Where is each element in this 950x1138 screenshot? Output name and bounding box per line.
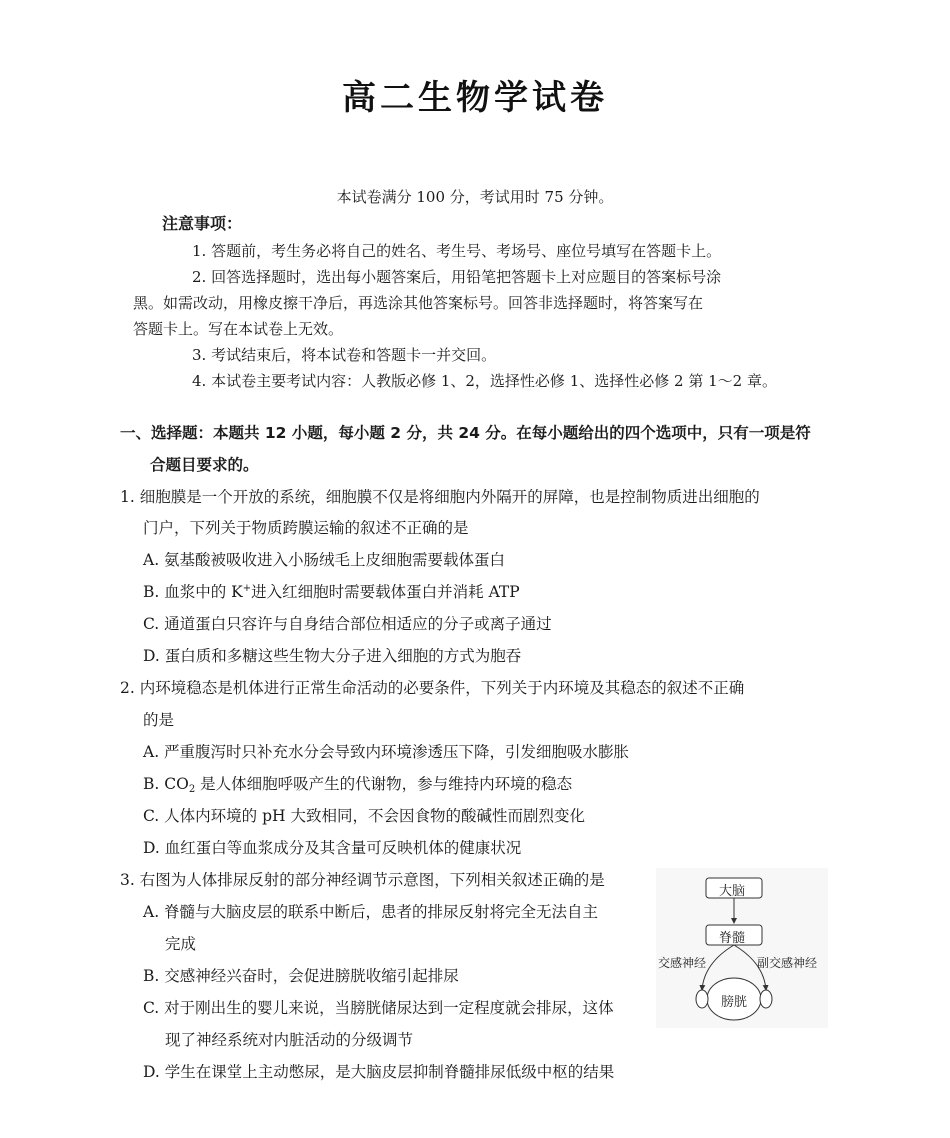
question-3-stem: 3. 右图为人体排尿反射的部分神经调节示意图，下列相关叙述正确的是 [120, 871, 605, 889]
question-2-option-c: C. 人体内环境的 pH 大致相同，不会因食物的酸碱性而剧烈变化 [143, 807, 585, 825]
diagram-label-parasympathetic: 副交感神经 [757, 956, 818, 970]
question-1-stem: 1. 细胞膜是一个开放的系统，细胞膜不仅是将细胞内外隔开的屏障，也是控制物质进出细胞的 [120, 488, 760, 506]
diagram-label-spinal-cord: 脊髓 [719, 931, 746, 946]
urination-reflex-diagram [656, 868, 828, 1028]
question-1-option-c: C. 通道蛋白只容许与自身结合部位相适应的分子或离子通过 [143, 615, 552, 633]
notice-item-2: 2. 回答选择题时，选出每小题答案后，用铅笔把答题卡上对应题目的答案标号涂 [192, 268, 722, 286]
question-1-option-a: A. 氨基酸被吸收进入小肠绒毛上皮细胞需要载体蛋白 [143, 551, 506, 569]
page-title: 高二生物学试卷 [342, 78, 608, 118]
section-heading: 一、选择题：本题共 12 小题，每小题 2 分，共 24 分。在每小题给出的四个选项中，只有一项是符 [120, 424, 811, 442]
question-3-option-a-cont: 完成 [165, 935, 197, 953]
question-3-option-c-cont: 现了神经系统对内脏活动的分级调节 [165, 1031, 414, 1049]
question-1-option-d: D. 蛋白质和多糖这些生物大分子进入细胞的方式为胞吞 [143, 647, 522, 665]
diagram-label-brain: 大脑 [719, 884, 746, 899]
question-1-stem-cont: 门户，下列关于物质跨膜运输的叙述不正确的是 [143, 519, 469, 537]
notice-item-1: 1. 答题前，考生务必将自己的姓名、考生号、考场号、座位号填写在答题卡上。 [192, 242, 722, 260]
section-heading-cont: 合题目要求的。 [150, 456, 259, 474]
question-1-option-b: B. 血浆中的 K+进入红细胞时需要载体蛋白并消耗 ATP [143, 583, 520, 601]
notice-item-2-cont2: 答题卡上。写在本试卷上无效。 [133, 320, 344, 338]
question-2-option-b: B. $CO_2$ 是人体细胞呼吸产生的代谢物，参与维持内环境的稳态 [143, 775, 573, 795]
question-3-option-d: D. 学生在课堂上主动憋尿，是大脑皮层抑制脊髓排尿低级中枢的结果 [143, 1063, 615, 1081]
question-2-option-a: A. 严重腹泻时只补充水分会导致内环境渗透压下降，引发细胞吸水膨胀 [143, 743, 630, 761]
question-3-option-b: B. 交感神经兴奋时，会促进膀胱收缩引起排尿 [143, 967, 459, 985]
notice-item-3: 3. 考试结束后，将本试卷和答题卡一并交回。 [192, 346, 497, 364]
question-3-option-c: C. 对于刚出生的婴儿来说，当膀胱储尿达到一定程度就会排尿，这体 [143, 999, 614, 1017]
diagram-label-bladder: 膀胱 [721, 995, 748, 1010]
question-2-stem-cont: 的是 [143, 711, 175, 729]
question-2-stem: 2. 内环境稳态是机体进行正常生命活动的必要条件，下列关于内环境及其稳态的叙述不正确 [120, 679, 745, 697]
notice-item-4: 4. 本试卷主要考试内容：人教版必修 1、2，选择性必修 1、选择性必修 2 第 1～2 章。 [192, 372, 777, 390]
question-2-option-d: D. 血红蛋白等血浆成分及其含量可反映机体的健康状况 [143, 839, 522, 857]
notice-heading: 注意事项： [162, 214, 243, 233]
exam-info: 本试卷满分 100 分，考试用时 75 分钟。 [336, 188, 614, 206]
question-3-option-a: A. 脊髓与大脑皮层的联系中断后，患者的排尿反射将完全无法自主 [143, 903, 599, 921]
notice-item-2-cont: 黑。如需改动，用橡皮擦干净后，再选涂其他答案标号。回答非选择题时，将答案写在 [133, 294, 704, 312]
diagram-label-sympathetic: 交感神经 [658, 956, 707, 970]
